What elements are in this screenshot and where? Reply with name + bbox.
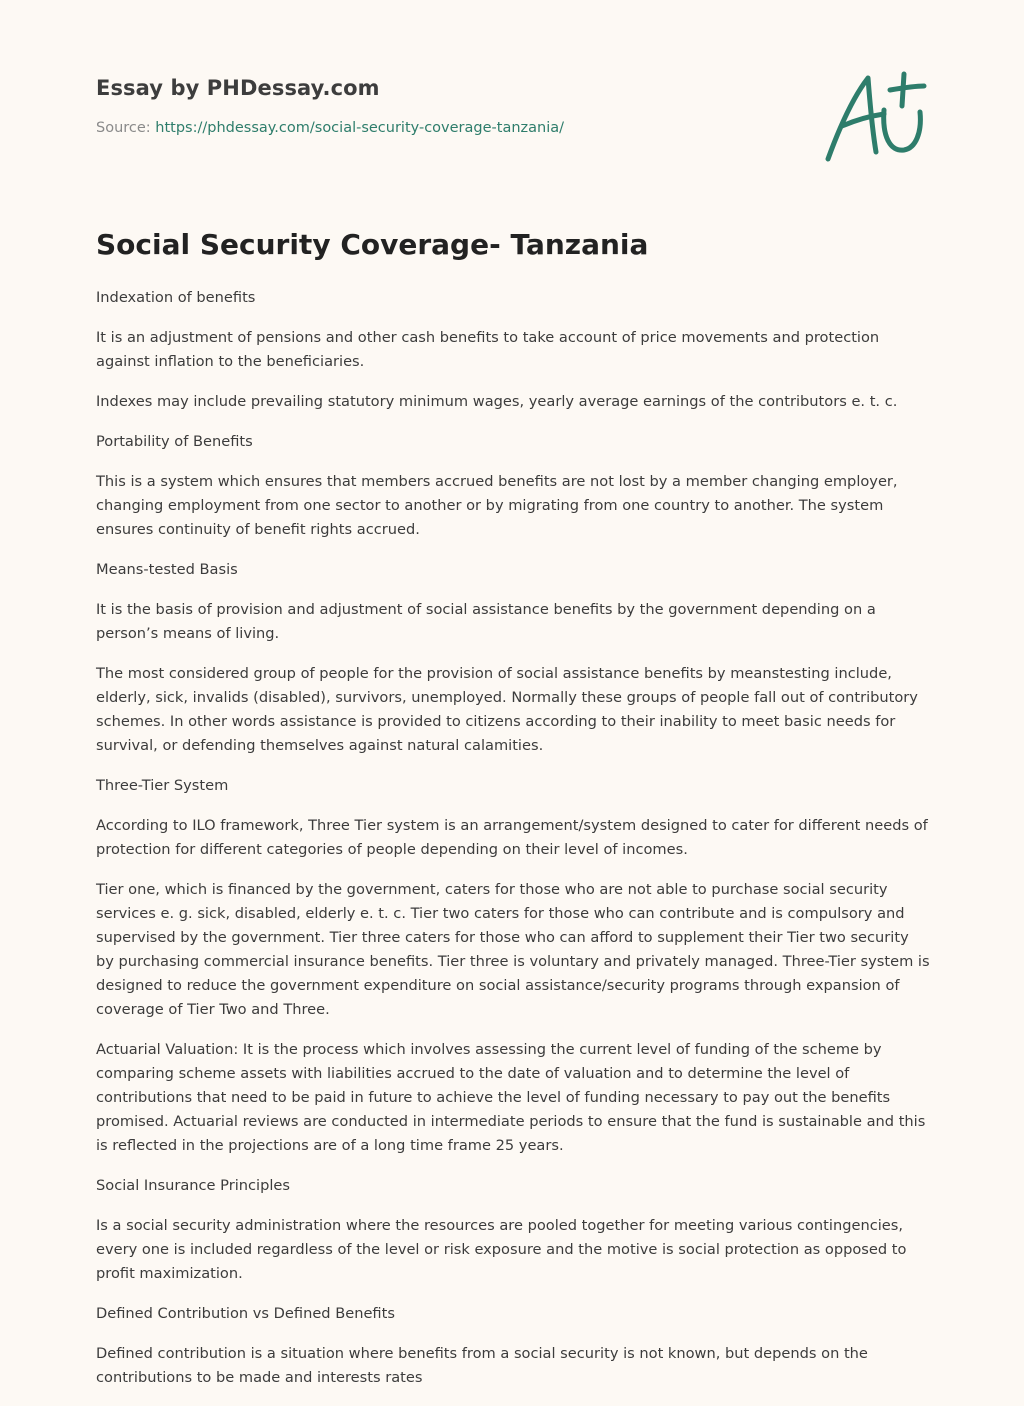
article-paragraph: Indexation of benefits xyxy=(96,289,256,306)
article-paragraph: This is a system which ensures that members accrued benefits are not lost by a member changing employer, changing employment from one sector to another or by migrating from one country to another. The system ensures continuity of benefit rights accrued. xyxy=(96,473,898,538)
brand-name: Essay by PHDessay.com xyxy=(96,76,380,100)
page-header xyxy=(96,76,796,136)
article-paragraph: Defined Contribution vs Defined Benefits xyxy=(96,1305,395,1322)
article-body xyxy=(96,286,930,1390)
article-title: Social Security Coverage- Tanzania xyxy=(96,228,649,261)
article-paragraph: Actuarial Valuation: It is the process which involves assessing the current level of funding of the scheme by comparing scheme assets with liabilities accrued to the date of valuation and to determine the level of contributions that need to be paid in future to achieve the level of funding necessary to pay out the benefits promised. Actuarial reviews are conducted in intermediate periods to ensure that the fund is sustainable and this is reflected in the projections are of a long time frame 25 years. xyxy=(96,1041,926,1154)
article-paragraph: According to ILO framework, Three Tier system is an arrangement/system designed to cater for different needs of protection for different categories of people depending on their level of incomes. xyxy=(96,817,928,858)
article-paragraph: Tier one, which is financed by the government, caters for those who are not able to purchase social security services e. g. sick, disabled, elderly e. t. c. Tier two caters for those who can contribute and is compulsory and supervised by the government. Tier three caters for those who can afford to supplement their Tier two security by purchasing commercial insurance benefits. Tier three is voluntary and privately managed. Three-Tier system is designed to reduce the government expenditure on social assistance/security programs through expansion of coverage of Tier Two and Three. xyxy=(96,881,930,1018)
article-paragraph: Three-Tier System xyxy=(96,777,229,794)
article-paragraph: Means-tested Basis xyxy=(96,561,238,578)
source-link[interactable]: https://phdessay.com/social-security-coverage-tanzania/ xyxy=(155,120,565,136)
article-paragraph: Is a social security administration where the resources are pooled together for meeting various contingencies, every one is included regardless of the level or risk exposure and the motive is social protection as opposed to profit maximization. xyxy=(96,1217,907,1282)
article-paragraph: The most considered group of people for the provision of social assistance benefits by meanstesting include, elderly, sick, invalids (disabled), survivors, unemployed. Normally these groups of people fall out of contributory schemes. In other words assistance is provided to citizens according to their inability to meet basic needs for survival, or defending themselves against natural calamities. xyxy=(96,665,918,754)
article-paragraph: It is the basis of provision and adjustment of social assistance benefits by the government depending on a person’s means of living. xyxy=(96,601,876,642)
article xyxy=(96,226,930,1406)
a-plus-logo-icon xyxy=(822,66,932,166)
article-paragraph: Portability of Benefits xyxy=(96,433,253,450)
article-paragraph: Indexes may include prevailing statutory minimum wages, yearly average earnings of the contributors e. t. c. xyxy=(96,393,898,410)
article-paragraph: Defined contribution is a situation where benefits from a social security is not known, but depends on the contributions to be made and interests rates xyxy=(96,1345,868,1386)
source-line xyxy=(96,120,796,136)
article-paragraph: It is an adjustment of pensions and other cash benefits to take account of price movements and protection against inflation to the beneficiaries. xyxy=(96,329,880,370)
source-label: Source: xyxy=(96,120,156,136)
article-paragraph: Social Insurance Principles xyxy=(96,1177,290,1194)
